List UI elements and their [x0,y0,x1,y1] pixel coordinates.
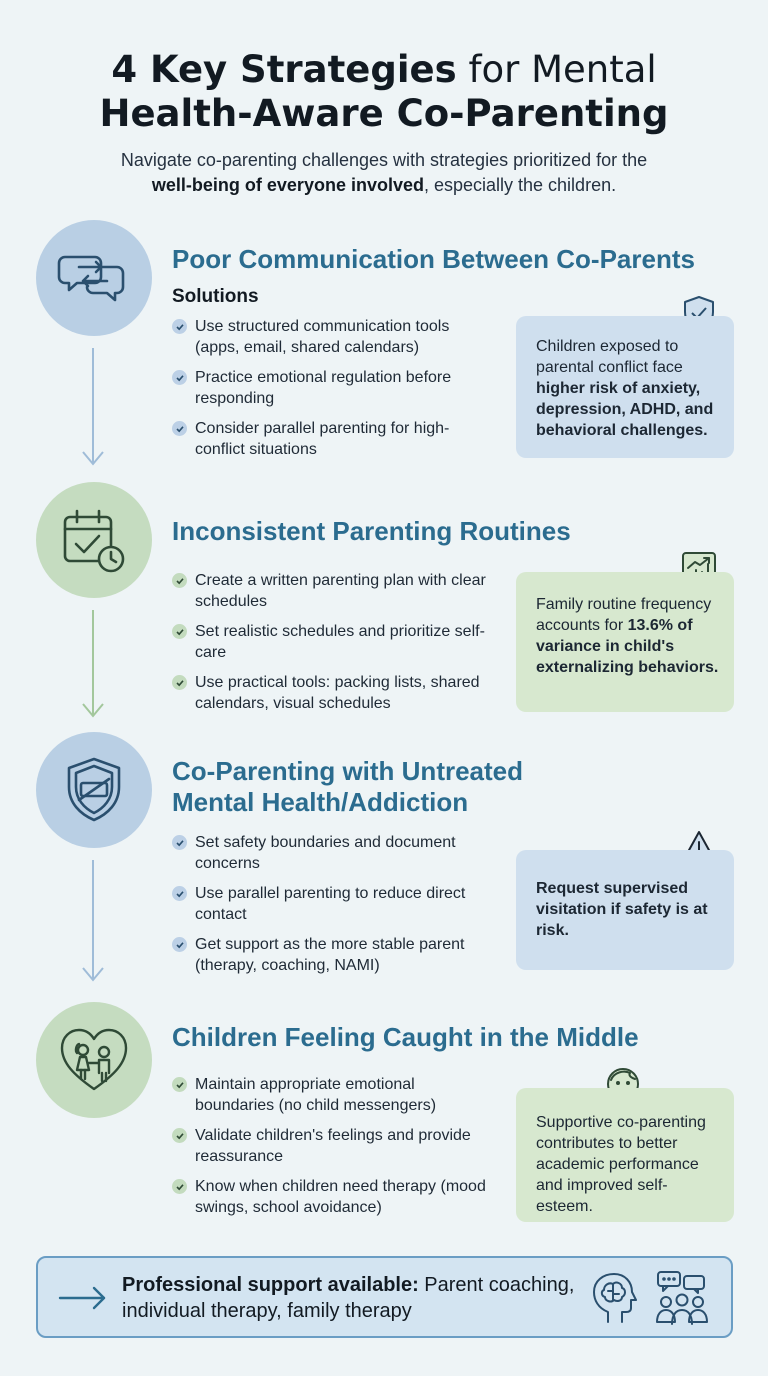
list-item [172,418,492,460]
support-text-body: Parent coaching, individual therapy, family therapy [122,1274,575,1322]
page-title [0,48,768,136]
section-3-title-line-2: Mental Health/Addiction [172,787,469,817]
fact-text: Children exposed to parental conflict face [536,338,683,376]
check-icon [172,886,187,901]
solutions-label: Solutions [172,286,259,307]
section-1-title: Poor Communication Between Co-Parents [172,244,695,274]
list-item [172,367,492,409]
section-3-title [172,756,523,818]
check-icon [172,1179,187,1194]
fact-text: Supportive co-parenting contributes to better academic performance and improved self-esteem. [536,1114,706,1215]
connector-arrow-2 [80,610,106,720]
check-icon [172,1128,187,1143]
subtitle-emphasis: well-being of everyone involved [151,175,424,195]
section-4-fact-card [516,1088,734,1222]
list-item [172,883,492,925]
professional-support-banner [36,1256,733,1338]
section-3-fact-card [516,850,734,970]
section-3-solutions-list [172,832,492,985]
check-icon [172,675,187,690]
fact-emphasis: 13.6% of variance in child's externalizing behaviors. [536,617,719,676]
subtitle-text: Navigate co-parenting challenges with strategies prioritized for the [120,150,648,170]
list-item [172,621,492,663]
list-item [172,1176,492,1218]
section-2-solutions-list [172,570,492,723]
title-bold-part-2: Health-Aware Co-Parenting [99,92,669,135]
list-item [172,934,492,976]
section-2-title: Inconsistent Parenting Routines [172,516,571,546]
subtitle-text-end: , especially the children. [423,175,617,195]
bullet-text: Maintain appropriate emotional boundaries (no child messengers) [195,1076,437,1114]
bullet-text: Validate children's feelings and provide reassurance [195,1127,471,1165]
title-bold-part-1: 4 Key Strategies [111,48,457,91]
section-1-solutions-list [172,316,492,469]
bullet-text: Set realistic schedules and prioritize self-care [195,623,485,661]
section-4-title: Children Feeling Caught in the Middle [172,1022,639,1052]
arrow-right-icon [58,1284,108,1312]
group-chat-icon [652,1268,712,1328]
brain-head-icon [586,1270,642,1326]
list-item [172,1125,492,1167]
section-2-fact-card [516,572,734,712]
fact-emphasis: Request supervised visitation if safety is at risk. [536,880,708,939]
check-icon [172,573,187,588]
list-item [172,1074,492,1116]
bullet-text: Use parallel parenting to reduce direct contact [195,885,466,923]
section-3-icon-circle [36,732,152,848]
list-item [172,672,492,714]
shield-prohibited-icon [57,753,131,827]
bullet-text: Use practical tools: packing lists, shared calendars, visual schedules [195,674,480,712]
check-icon [172,937,187,952]
calendar-clock-icon [57,503,131,577]
check-icon [172,319,187,334]
bullet-text: Create a written parenting plan with clear schedules [195,572,486,610]
check-icon [172,624,187,639]
section-1-fact-card [516,316,734,458]
check-icon [172,835,187,850]
bullet-text: Use structured communication tools (apps, email, shared calendars) [195,318,450,356]
fact-emphasis: higher risk of anxiety, depression, ADHD, and behavioral challenges. [536,380,714,439]
section-4-solutions-list [172,1074,492,1227]
list-item [172,570,492,612]
section-1-icon-circle [36,220,152,336]
check-icon [172,1077,187,1092]
fact-text: Family routine frequency accounts for [536,596,712,634]
list-item [172,316,492,358]
support-text-emphasis: Professional support available: [122,1274,419,1296]
bullet-text: Practice emotional regulation before responding [195,369,452,407]
page-subtitle [40,148,728,198]
connector-arrow-3 [80,860,106,984]
children-heart-icon [57,1023,131,1097]
check-icon [172,370,187,385]
bullet-text: Set safety boundaries and document concerns [195,834,456,872]
support-text [122,1272,592,1324]
bullet-text: Get support as the more stable parent (therapy, coaching, NAMI) [195,936,465,974]
check-icon [172,421,187,436]
title-light-part: for Mental [468,48,657,91]
speech-bubbles-arrows-icon [57,241,131,315]
section-2-icon-circle [36,482,152,598]
list-item [172,832,492,874]
connector-arrow-1 [80,348,106,468]
bullet-text: Consider parallel parenting for high-conflict situations [195,420,450,458]
section-3-title-line-1: Co-Parenting with Untreated [172,756,524,786]
bullet-text: Know when children need therapy (mood swings, school avoidance) [195,1178,486,1216]
section-4-icon-circle [36,1002,152,1118]
